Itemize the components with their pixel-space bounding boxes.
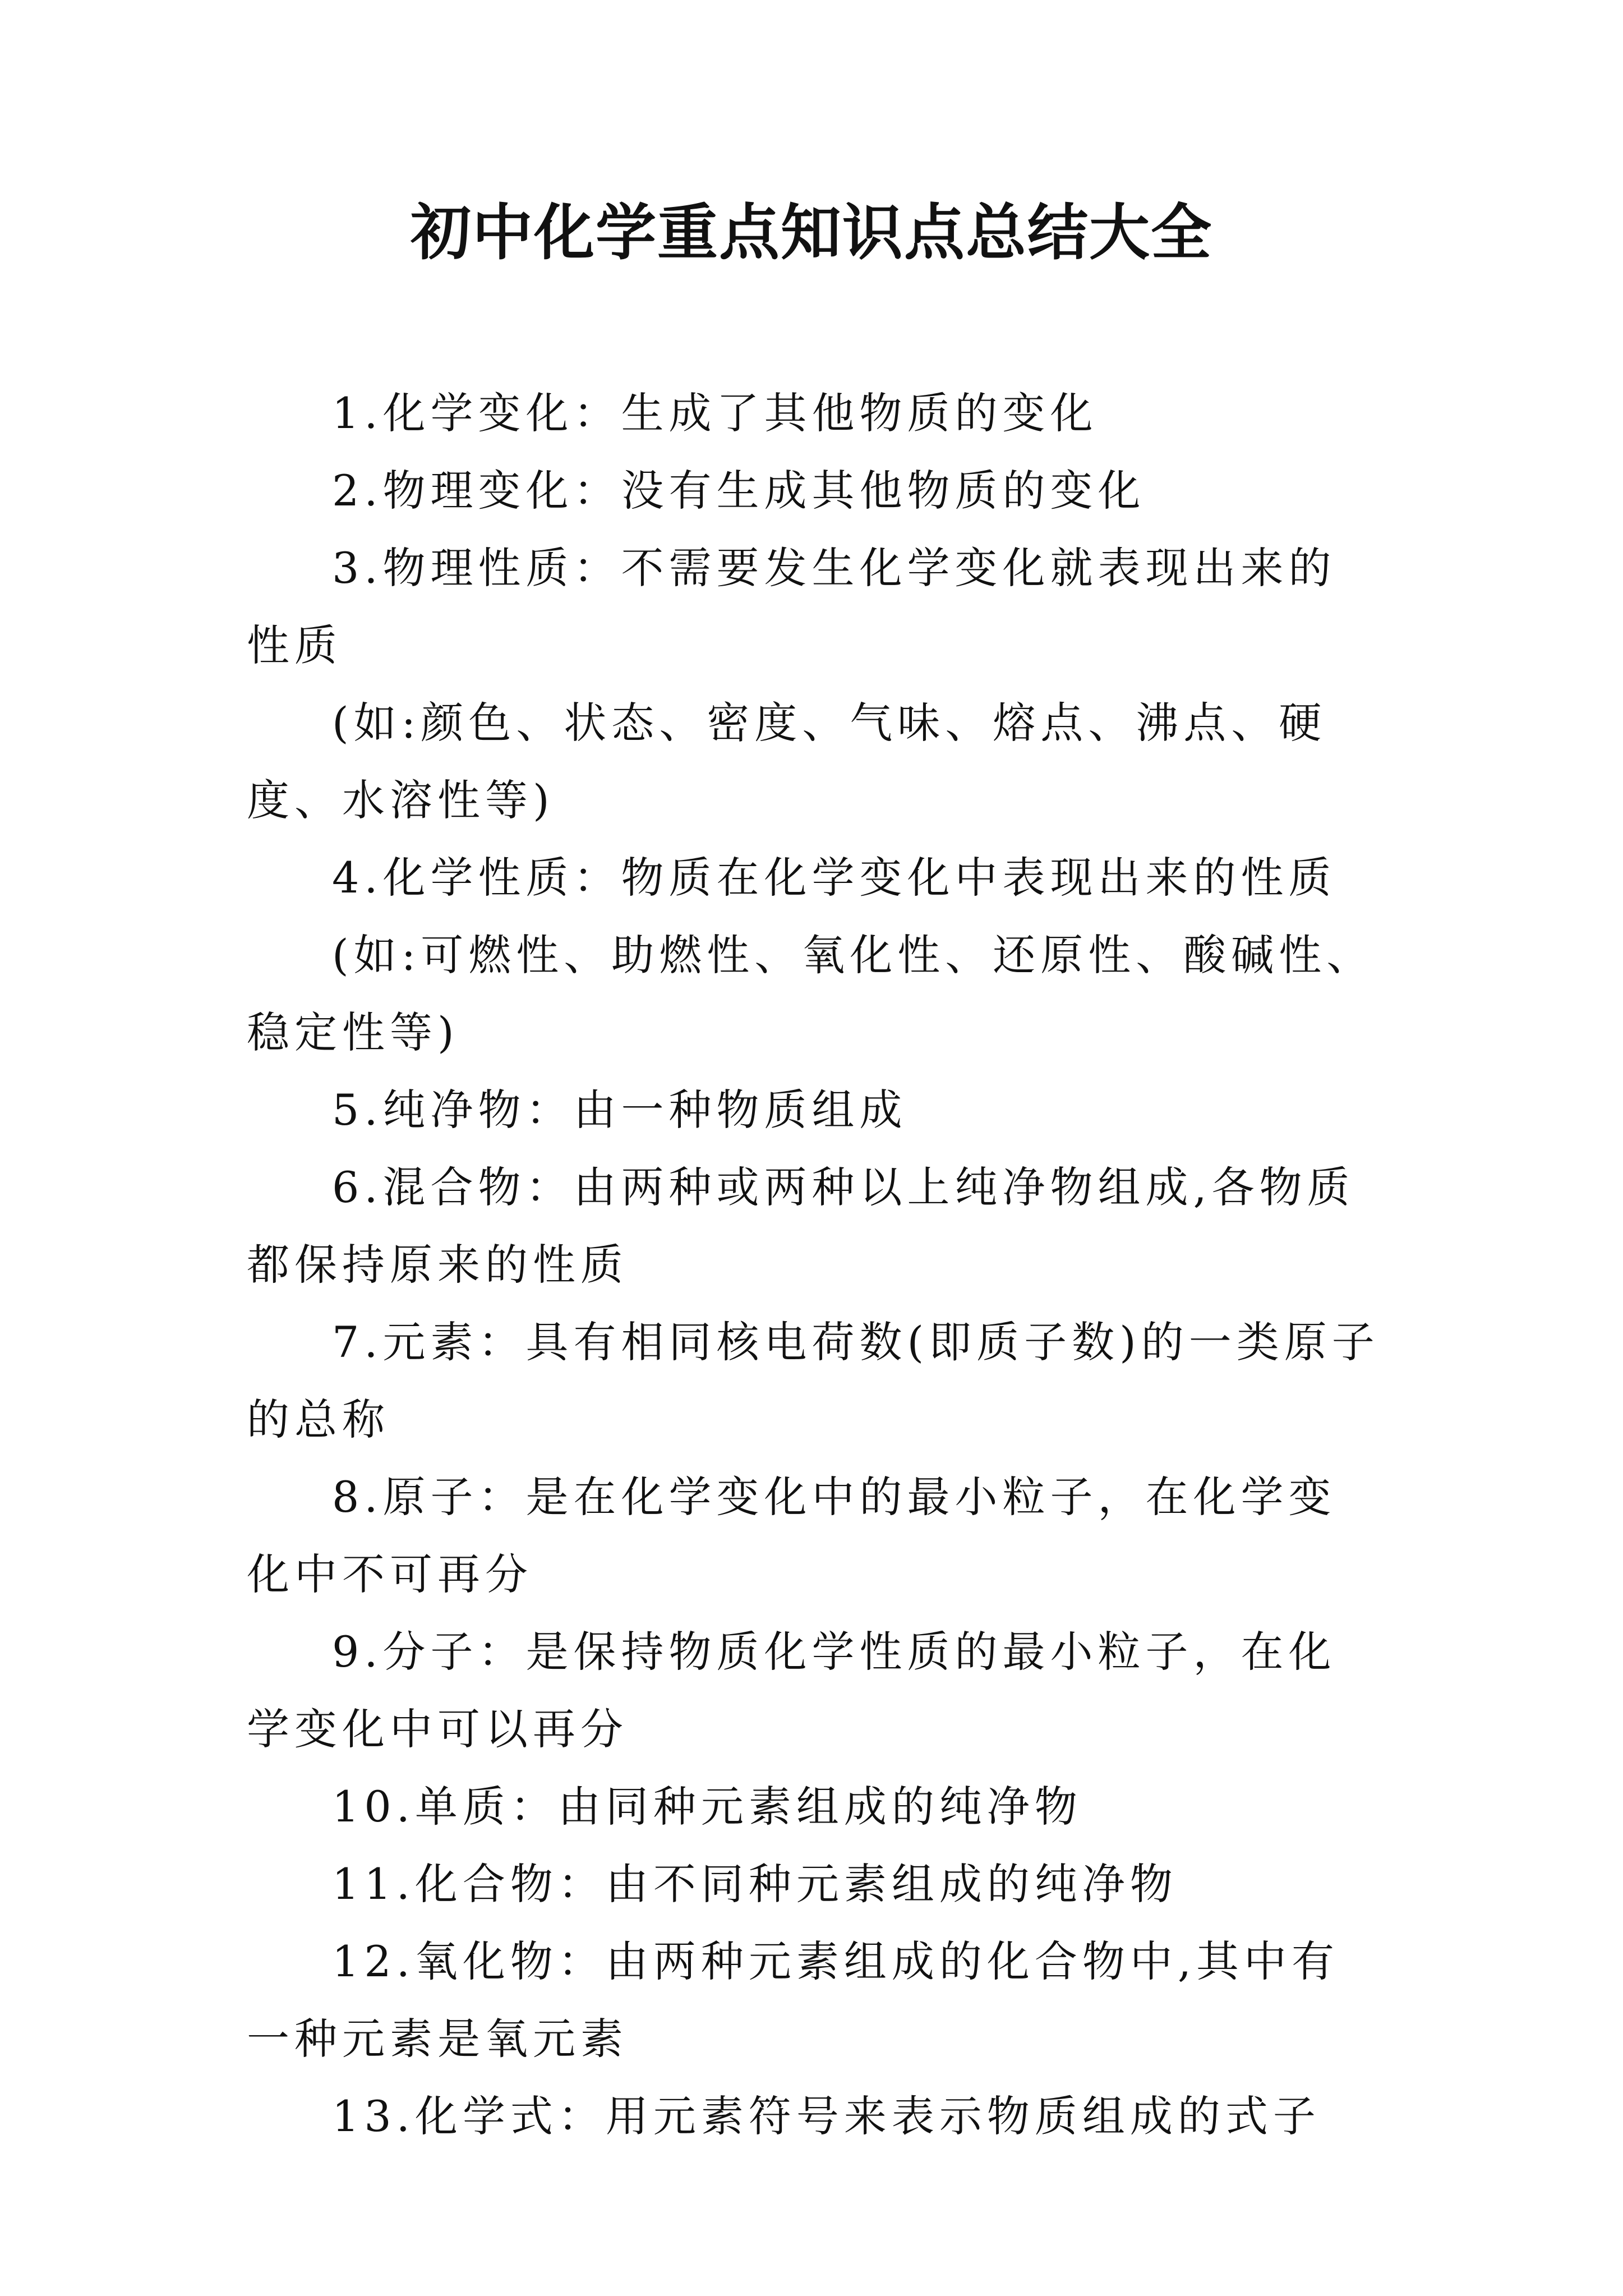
- paragraph: 4.化学性质：物质在化学变化中表现出来的性质: [332, 853, 1336, 903]
- paragraph: 3.物理性质：不需要发生化学变化就表现出来的性质: [247, 543, 1336, 670]
- paragraph: 2.物理变化：没有生成其他物质的变化: [332, 466, 1146, 516]
- paragraph: 13.化学式：用元素符号来表示物质组成的式子: [332, 2091, 1321, 2141]
- paragraph: 1.化学变化：生成了其他物质的变化: [332, 388, 1098, 438]
- paragraph: (如:颜色、状态、密度、气味、熔点、沸点、硬度、水溶性等): [247, 698, 1327, 825]
- paragraph: 11.化合物：由不同种元素组成的纯净物: [332, 1859, 1178, 1909]
- paragraph: (如:可燃性、助燃性、氧化性、还原性、酸碱性、稳定性等): [247, 930, 1375, 1057]
- paragraph: 5.纯净物：由一种物质组成: [332, 1085, 907, 1135]
- paragraph: 8.原子：是在化学变化中的最小粒子，在化学变化中不可再分: [247, 1472, 1336, 1599]
- paragraph: 9.分子：是保持物质化学性质的最小粒子，在化学变化中可以再分: [247, 1627, 1336, 1754]
- paragraph: 7.元素：具有相同核电荷数(即质子数)的一类原子的总称: [247, 1317, 1380, 1444]
- paragraph: 6.混合物：由两种或两种以上纯净物组成,各物质都保持原来的性质: [247, 1162, 1355, 1290]
- paragraph: 10.单质：由同种元素组成的纯净物: [332, 1782, 1082, 1832]
- page-title: 初中化学重点知识点总结大全: [410, 197, 1212, 268]
- paragraph: 12.氧化物：由两种元素组成的化合物中,其中有一种元素是氧元素: [247, 1936, 1340, 2064]
- document-body: [247, 375, 1380, 2155]
